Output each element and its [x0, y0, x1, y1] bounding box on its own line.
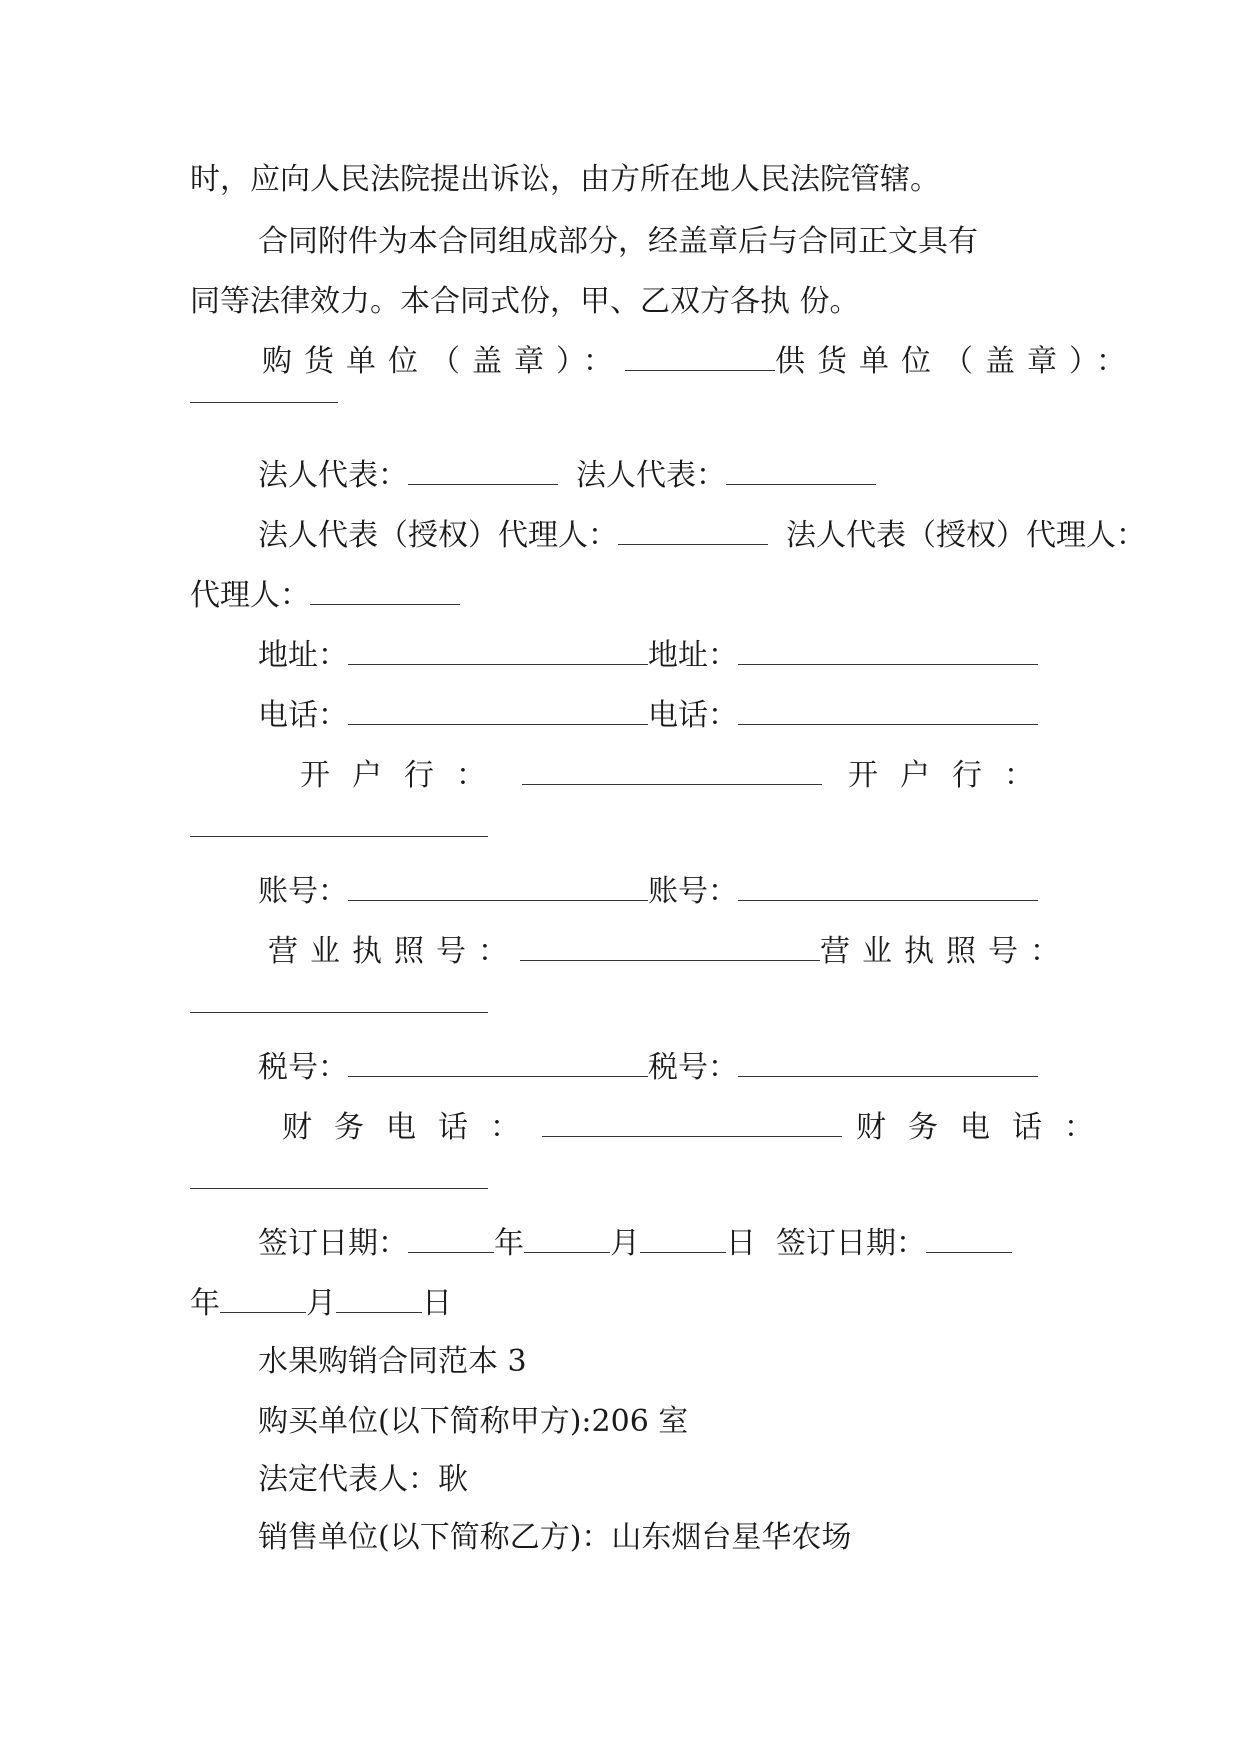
buyer-month-label: 月 [610, 1226, 640, 1261]
buyer-bank-blank [522, 758, 822, 785]
buyer-license-blank [520, 934, 820, 961]
legal-rep-row [258, 456, 876, 496]
sign-date-row [258, 1224, 1012, 1264]
finance-phone-row [282, 1108, 1116, 1148]
buyer-phone-label: 电话： [258, 698, 348, 733]
buyer-address-blank [348, 638, 648, 665]
sample-title: 水果购销合同范本 3 [258, 1344, 527, 1379]
buyer-bank-label: 开户行： [300, 758, 508, 793]
buyer-party: 购买单位(以下简称甲方):206 室 [258, 1404, 689, 1439]
address-row [258, 636, 1038, 676]
buyer-sign-date-label: 签订日期： [258, 1226, 408, 1261]
buyer-tax-blank [348, 1050, 648, 1077]
seller-phone-label: 电话： [648, 698, 738, 733]
sign-date-row-cont [190, 1284, 452, 1324]
buyer-license-label: 营业执照号： [268, 934, 520, 969]
seller-legal-rep-label: 法人代表： [576, 458, 726, 493]
buyer-agent-blank [618, 518, 768, 545]
seller-bank-blank [190, 836, 488, 837]
seller-unit-blank [190, 402, 338, 403]
seller-year-label: 年 [190, 1286, 220, 1321]
buyer-legal-rep-blank [408, 458, 558, 485]
bank-row [300, 756, 1056, 796]
account-row [258, 872, 1038, 912]
buyer-address-label: 地址： [258, 638, 348, 673]
seller-fin-phone-blank [190, 1188, 488, 1189]
buyer-account-label: 账号： [258, 874, 348, 909]
clause-annex: 合同附件为本合同组成部分，经盖章后与合同正文具有 [258, 224, 978, 259]
seller-month-blank [220, 1286, 306, 1313]
seller-unit-label: 供货单位（盖章）： [775, 344, 1138, 379]
signature-unit-row [262, 342, 1138, 382]
clause-jurisdiction: 时，应向人民法院提出诉讼，由方所在地人民法院管辖。 [190, 162, 940, 197]
buyer-unit-label: 购货单位（盖章）： [262, 344, 625, 379]
legal-person: 法定代表人：耿 [258, 1462, 468, 1497]
agent-row [258, 516, 1146, 556]
seller-legal-rep-blank [726, 458, 876, 485]
seller-tax-label: 税号： [648, 1050, 738, 1085]
buyer-day-blank [640, 1226, 726, 1253]
buyer-day-label: 日 [726, 1226, 756, 1261]
buyer-legal-rep-label: 法人代表： [258, 458, 408, 493]
seller-party: 销售单位(以下简称乙方)：山东烟台星华农场 [258, 1520, 852, 1555]
buyer-agent-label: 法人代表（授权）代理人： [258, 518, 618, 553]
buyer-year-blank [408, 1226, 494, 1253]
seller-account-label: 账号： [648, 874, 738, 909]
buyer-month-blank [524, 1226, 610, 1253]
seller-fin-phone-label: 财务电话： [856, 1110, 1116, 1145]
buyer-unit-blank [625, 344, 775, 371]
agent-row-cont [190, 576, 460, 616]
seller-phone-blank [738, 698, 1038, 725]
buyer-account-blank [348, 874, 648, 901]
seller-address-label: 地址： [648, 638, 738, 673]
tax-row [258, 1048, 1038, 1088]
seller-year-blank [926, 1226, 1012, 1253]
seller-month-label: 月 [306, 1286, 336, 1321]
seller-agent-blank [310, 578, 460, 605]
seller-license-label: 营业执照号： [820, 934, 1072, 969]
seller-bank-label: 开户行： [848, 758, 1056, 793]
phone-row [258, 696, 1038, 736]
clause-copies: 同等法律效力。本合同式份，甲、乙双方各执 份。 [190, 284, 860, 319]
buyer-year-label: 年 [494, 1226, 524, 1261]
license-row [268, 932, 1072, 972]
seller-day-label: 日 [422, 1286, 452, 1321]
buyer-fin-phone-blank [542, 1110, 842, 1137]
buyer-phone-blank [348, 698, 648, 725]
seller-license-blank [190, 1012, 488, 1013]
seller-address-blank [738, 638, 1038, 665]
buyer-tax-label: 税号： [258, 1050, 348, 1085]
seller-tax-blank [738, 1050, 1038, 1077]
seller-agent-label: 法人代表（授权）代理人： [786, 518, 1146, 553]
seller-sign-date-label: 签订日期： [776, 1226, 926, 1261]
seller-agent-label-cont: 代理人： [190, 578, 310, 613]
seller-day-blank [336, 1286, 422, 1313]
buyer-fin-phone-label: 财务电话： [282, 1110, 542, 1145]
seller-account-blank [738, 874, 1038, 901]
